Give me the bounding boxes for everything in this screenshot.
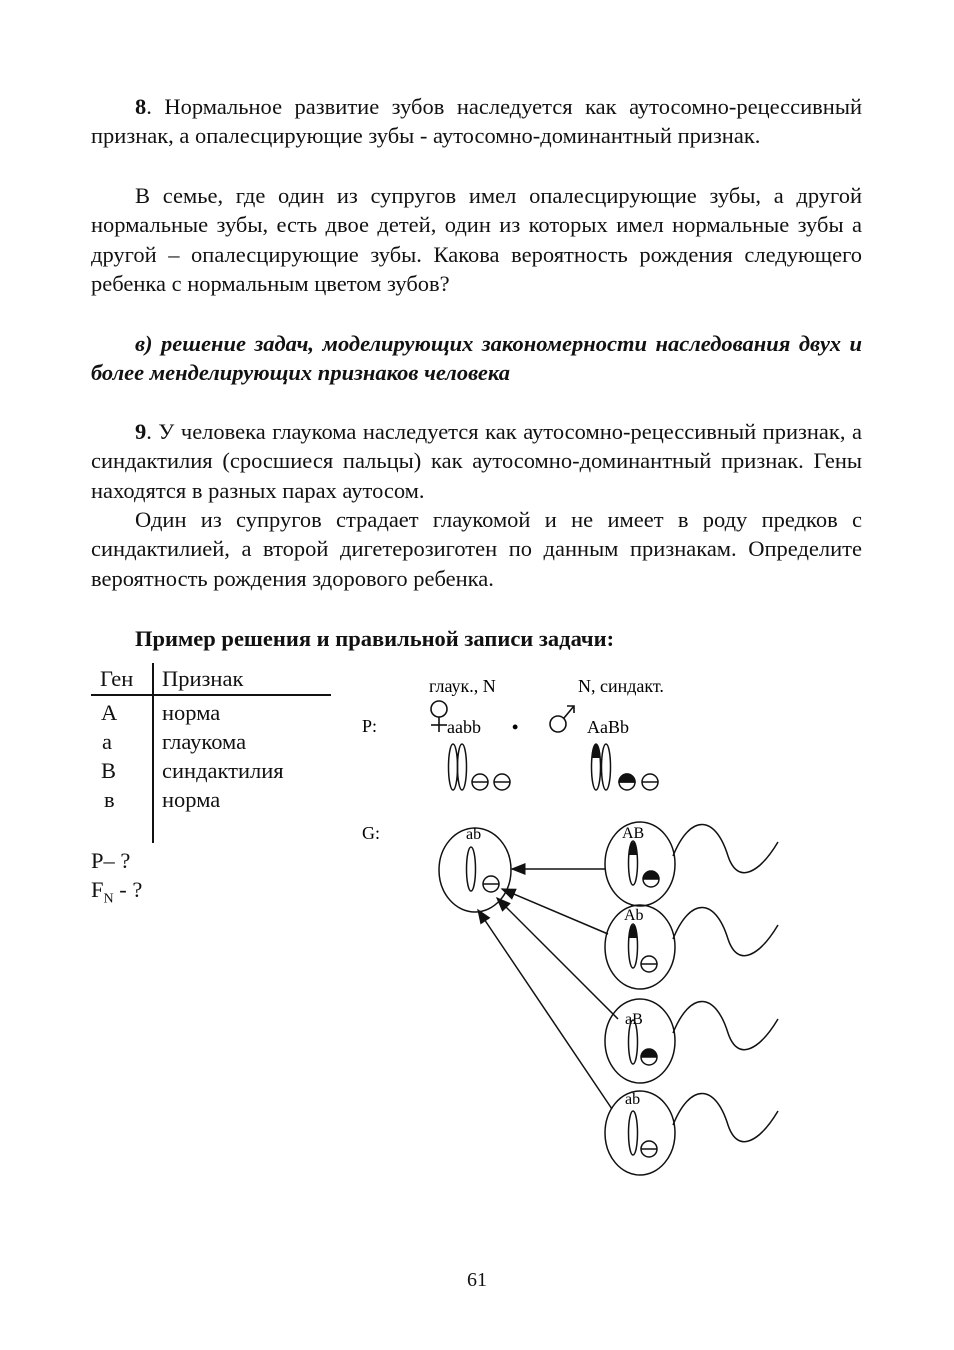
sperm-tail-icon bbox=[673, 908, 778, 956]
male-phenotype-label: N, синдакт. bbox=[578, 676, 664, 696]
problem-8-number: 8 bbox=[135, 94, 147, 119]
male-genotype: AaBb bbox=[587, 717, 629, 737]
table-header-divider bbox=[91, 694, 331, 696]
problem-8-question: В семье, где один из супругов имел опалесцирующие зубы, а другой нормальные зубы, есть двое детей, один из которых имел нормальные зубы а другой – опалесцирующие зубы. Какова вероятность рождения следующего ребенка с нормальным цветом зубов? bbox=[91, 183, 862, 296]
male-gamete-label: Ab bbox=[624, 907, 644, 924]
male-gamete-cell bbox=[605, 999, 778, 1083]
male-gamete-cell bbox=[605, 822, 778, 906]
problem-9-text: . У человека глаукома наследуется как аутосомно-рецессивный признак, а синдактилия (сросшиеся пальцы) как аутосомно-доминантный признак. Гены находятся в разных парах аутосом. bbox=[91, 419, 862, 503]
gametes-label: G: bbox=[362, 823, 380, 843]
table-row-gene: А bbox=[101, 700, 118, 725]
female-symbol-icon bbox=[431, 701, 447, 732]
table-row-trait: синдактилия bbox=[162, 758, 284, 783]
table-row-trait: норма bbox=[162, 700, 221, 725]
fertilization-arrows bbox=[478, 869, 618, 1109]
sperm-tail-icon bbox=[673, 1002, 778, 1050]
table-row-trait: норма bbox=[162, 787, 221, 812]
female-chromosomes-icon bbox=[449, 744, 511, 790]
problem-8-statement bbox=[91, 92, 862, 151]
section-heading: в) решение задач, моделирующих закономерности наследования двух и более менделирующих признаков человека bbox=[91, 331, 862, 386]
table-header-gene: Ген bbox=[100, 666, 134, 691]
male-gamete-label: aB bbox=[625, 1011, 643, 1028]
sperm-tail-icon bbox=[673, 825, 778, 873]
gene-trait-table bbox=[91, 663, 331, 843]
parents-label: P: bbox=[362, 716, 378, 736]
question-parents: Р– ? bbox=[91, 848, 131, 873]
male-gamete-cell bbox=[605, 905, 778, 989]
female-genotype: aabb bbox=[447, 717, 481, 737]
crossing-scheme-diagram bbox=[350, 664, 790, 1184]
sperm-tail-icon bbox=[673, 1094, 778, 1142]
female-gamete-cell bbox=[439, 826, 511, 912]
page-number: 61 bbox=[467, 1269, 487, 1291]
male-symbol-icon bbox=[550, 706, 574, 732]
male-chromosomes-icon bbox=[592, 744, 659, 790]
example-title: Пример решения и правильной записи задачи: bbox=[135, 626, 615, 651]
problem-9-number: 9 bbox=[135, 419, 147, 444]
question-offspring: $F_N$ - ? bbox=[91, 877, 143, 907]
table-row-trait: глаукома bbox=[162, 729, 247, 754]
male-gamete-label: ab bbox=[625, 1091, 641, 1108]
problem-9-statement bbox=[91, 417, 862, 505]
table-header-trait: Признак bbox=[162, 666, 244, 691]
cross-symbol: • bbox=[512, 717, 519, 737]
table-row-gene: В bbox=[101, 758, 117, 783]
table-column-divider bbox=[152, 663, 154, 843]
table-row-gene: в bbox=[104, 787, 115, 812]
problem-9-question: Один из супругов страдает глаукомой и не имеет в роду предков с синдактилией, а второй дигетерозиготен по данным признакам. Определите вероятность рождения здорового ребенка. bbox=[91, 507, 862, 591]
table-row-gene: а bbox=[102, 729, 112, 754]
male-gamete-cell bbox=[605, 1091, 778, 1175]
problem-8-text: . Нормальное развитие зубов наследуется как аутосомно-рецессивный признак, а опалесцирующие зубы - аутосомно-доминантный признак. bbox=[91, 94, 862, 149]
female-gamete-label: ab bbox=[466, 826, 482, 843]
male-gamete-label: AB bbox=[622, 825, 645, 842]
female-phenotype-label: глаук., N bbox=[429, 676, 496, 696]
